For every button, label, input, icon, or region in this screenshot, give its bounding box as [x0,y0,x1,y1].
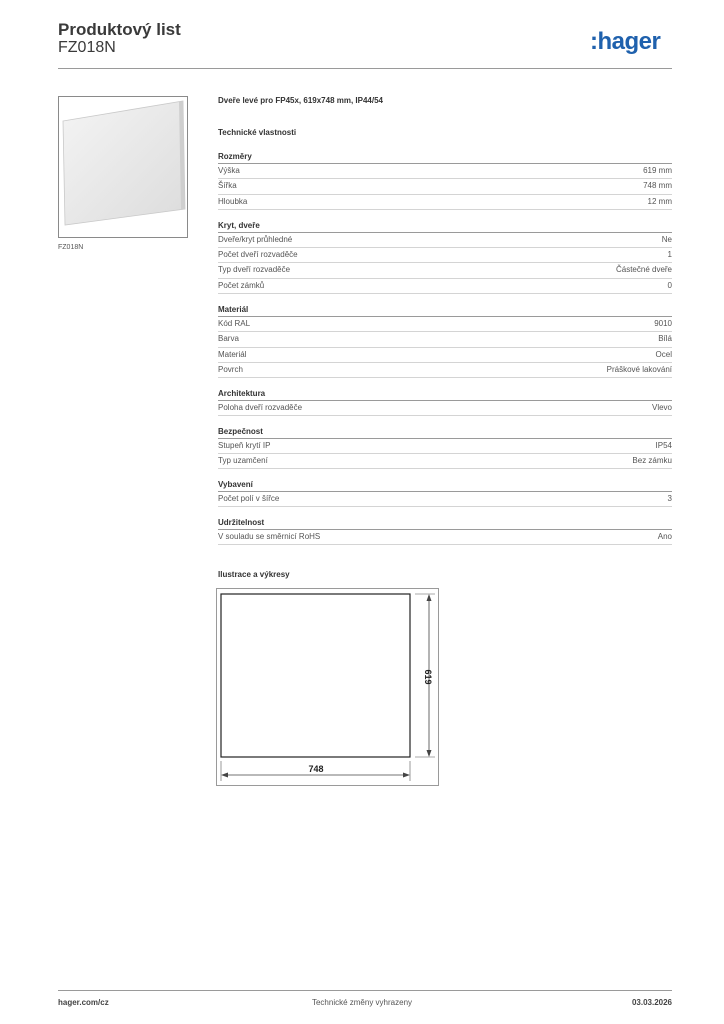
hager-logo: :hager [590,28,661,55]
property-value: Vlevo [651,402,672,412]
dimension-drawing [216,588,439,786]
property-row [218,248,672,263]
height-dimension-label: 619 [423,669,433,685]
technical-drawing [217,589,438,785]
property-row [218,454,672,469]
section-title: Udržitelnost [218,517,672,530]
property-row [218,401,672,416]
product-details [218,94,672,555]
door-outline [221,594,410,757]
property-label: Kód RAL [218,318,251,328]
section-title: Kryt, dveře [218,220,672,233]
footer-note: Technické změny vyhrazeny [311,998,413,1007]
property-row [218,195,672,210]
property-section [218,388,672,416]
property-value: Ano [657,531,672,541]
footer-date: 03.03.2026 [631,998,672,1007]
property-value: Ne [661,234,672,244]
property-label: Poloha dveří rozvaděče [218,402,303,412]
section-title: Rozměry [218,151,672,164]
property-sections [218,151,672,545]
property-value: Částečné dveře [615,265,672,275]
property-value: 3 [667,493,672,503]
property-value: IP54 [655,440,672,450]
product-code: FZ018N [58,39,116,56]
property-row [218,263,672,278]
property-label: V souladu se směrnicí RoHS [218,531,321,541]
property-value: Bílá [658,334,672,344]
footer-website-link[interactable]: hager.com/cz [58,998,109,1007]
property-row [218,279,672,294]
property-value: 0 [667,280,672,290]
property-label: Počet polí v šířce [218,493,280,503]
property-row [218,363,672,378]
property-label: Typ uzamčení [218,456,268,466]
property-row [218,492,672,507]
property-row [218,439,672,454]
width-dimension-label: 748 [308,764,324,774]
product-image-caption: FZ018N [58,244,84,251]
property-row [218,317,672,332]
property-section [218,220,672,295]
property-value: 12 mm [647,196,672,206]
property-section [218,479,672,507]
property-label: Povrch [218,364,243,374]
section-title: Bezpečnost [218,426,672,439]
product-image [58,96,188,238]
door-panel-icon [59,97,187,237]
section-title: Vybavení [218,479,672,492]
section-title: Materiál [218,304,672,317]
property-label: Počet zámků [218,280,265,290]
product-description: Dveře levé pro FP45x, 619x748 mm, IP44/54 [218,96,383,105]
header-divider [58,68,672,69]
section-title: Architektura [218,388,672,401]
property-label: Barva [218,334,239,344]
property-label: Typ dveří rozvaděče [218,265,291,275]
page-title: Produktový list [58,20,181,39]
property-value: 9010 [654,318,672,328]
property-label: Stupeň krytí IP [218,440,271,450]
property-row [218,348,672,363]
property-row [218,164,672,179]
property-section [218,304,672,379]
property-value: Bez zámku [632,456,672,466]
property-label: Výška [218,166,240,175]
footer-divider [58,990,672,991]
property-value: 619 mm [643,166,672,175]
illustrations-heading: Ilustrace a výkresy [218,570,290,579]
property-label: Materiál [218,349,247,359]
property-label: Počet dveří rozvaděče [218,250,298,260]
property-value: 1 [667,250,672,260]
technical-properties-heading: Technické vlastnosti [218,128,297,137]
property-row [218,530,672,545]
property-section [218,517,672,545]
property-value: 748 mm [643,181,672,191]
property-label: Hloubka [218,196,248,206]
property-value: Ocel [655,349,672,359]
property-section [218,151,672,210]
property-section [218,426,672,470]
property-row [218,233,672,248]
property-row [218,332,672,347]
property-label: Šířka [218,181,237,191]
property-value: Práškové lakování [606,364,672,374]
property-row [218,179,672,194]
property-label: Dveře/kryt průhledné [218,234,293,244]
